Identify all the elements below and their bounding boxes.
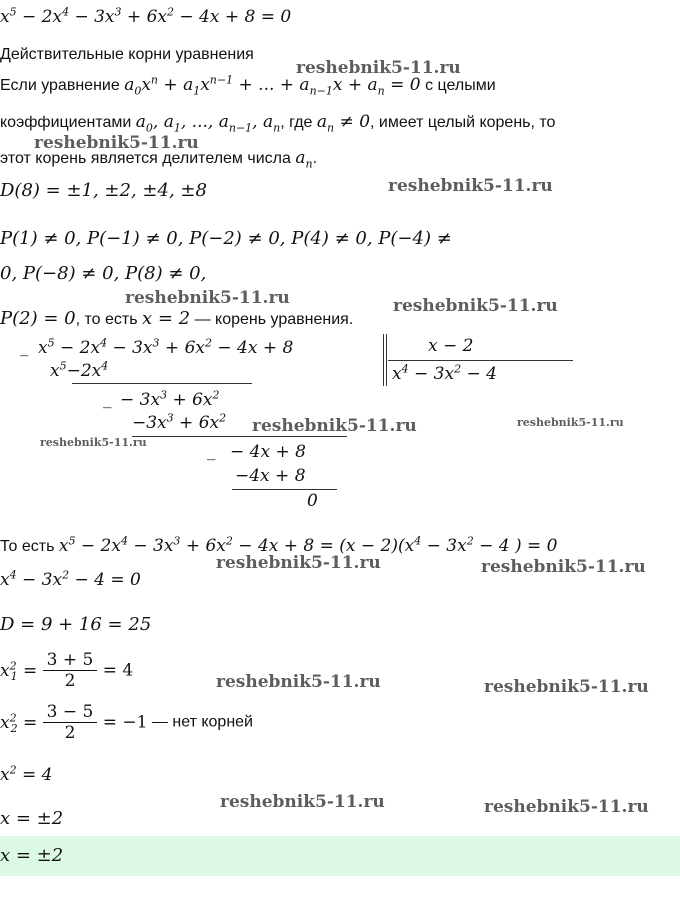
watermark: reshebnik5-11.ru — [296, 58, 461, 78]
rule-divisor-text: этот корень является делителем числа — [0, 150, 291, 167]
watermark: reshebnik5-11.ru — [517, 416, 624, 429]
root2-denominator: 2 — [64, 723, 76, 743]
factor-text: То есть — [0, 538, 55, 555]
rule-if-text: Если уравнение — [0, 77, 120, 94]
factor-expression: $x^5 - 2x^4 - 3x^3 + 6x^2 - 4x + 8 = (x - 2)(x^4 - 3x^2 - 4$ ) = 0 — [58, 534, 558, 556]
division-line-1 — [72, 383, 252, 384]
division-step-2: − $3x^3 + 6x^2$ — [120, 388, 220, 410]
coefficients-list: $a_0$, $a_1$, ..., $a_{n-1}$, $a_n$ — [135, 112, 281, 135]
checks-line-2: 0, P(−8) ≠ 0, P(8) ≠ 0, — [0, 263, 207, 284]
division-minus-3: _ — [207, 441, 216, 461]
checks-line-1: P(1) ≠ 0, P(−1) ≠ 0, P(−2) ≠ 0, P(4) ≠ 0, P(−4) ≠ — [0, 228, 452, 249]
watermark: reshebnik5-11.ru — [252, 416, 417, 436]
division-dividend: $x^5 - 2x^4 - 3x^3 + 6x^2 - 4x + 8$ — [38, 336, 294, 358]
root-expression: P(2) = 0 — [0, 308, 76, 329]
division-divisor: x − 2 — [428, 336, 474, 356]
division-step-1: $x^5-2x^4$ — [50, 359, 109, 381]
root2-line: $x^2_2$ = $\frac{3 - 5}{2}$ = −1 — нет корней — [0, 702, 253, 743]
rule-has-root-text: , имеет целый корень, то — [370, 114, 556, 131]
division-quotient: $x^4 - 3x^2 - 4$ — [392, 362, 497, 384]
coefficient-condition: $a_n \ne 0$ — [316, 112, 371, 135]
division-bar-vertical-2 — [386, 334, 387, 386]
root-text-2: — корень уравнения. — [190, 311, 354, 328]
watermark: reshebnik5-11.ru — [216, 553, 381, 573]
watermark: reshebnik5-11.ru — [220, 792, 385, 812]
watermark: reshebnik5-11.ru — [484, 797, 649, 817]
coefficient-an: $a_n$ — [295, 148, 313, 171]
root2-numerator: 3 − 5 — [43, 702, 98, 723]
root-text-1: , то есть — [75, 311, 138, 328]
x-squared-line: $x^2 = 4$ — [0, 763, 53, 785]
discriminant-line: D = 9 + 16 = 25 — [0, 614, 152, 635]
division-step-4: − 4x + 8 — [230, 442, 306, 462]
divisors-line: D(8) = ±1, ±2, ±4, ±8 — [0, 180, 207, 201]
watermark: reshebnik5-11.ru — [34, 133, 199, 153]
root-value: x = 2 — [142, 308, 191, 329]
rule-with-integer-text: с целыми — [425, 77, 496, 94]
division-remainder: 0 — [307, 491, 318, 511]
watermark: reshebnik5-11.ru — [388, 176, 553, 196]
equation-line: $x^5 - 2x^4 - 3x^3 + 6x^2 - 4x + 8 = 0$ — [0, 5, 292, 27]
polynomial-general: $a_0x^n + a_1x^{n-1}$ + ... + $a_{n-1}x + a_n = 0$ — [124, 73, 421, 98]
rule-where-text: , где — [280, 114, 313, 131]
watermark: reshebnik5-11.ru — [484, 677, 649, 697]
watermark: reshebnik5-11.ru — [216, 672, 381, 692]
division-line-2 — [132, 436, 347, 437]
root1-denominator: 2 — [64, 671, 76, 691]
root1-line: $x^2_1$ = $\frac{3 + 5}{2}$ = 4 — [0, 650, 134, 691]
rule-coefficients-text: коэффициентами — [0, 114, 132, 131]
root2-fraction — [43, 702, 98, 743]
rule-line-2 — [0, 111, 555, 134]
root2-note: — нет корней — [147, 713, 253, 731]
biquadratic-equation: $x^4 - 3x^2 - 4 = 0$ — [0, 568, 141, 590]
root1-result: = 4 — [102, 660, 134, 681]
answer-box — [0, 836, 680, 876]
watermark: reshebnik5-11.ru — [393, 296, 558, 316]
answer-text: x = ±2 — [0, 845, 64, 866]
watermark: reshebnik5-11.ru — [125, 288, 290, 308]
division-divisor-underline — [388, 360, 573, 361]
watermark: reshebnik5-11.ru — [40, 436, 147, 449]
division-line-3 — [232, 489, 337, 490]
watermark: reshebnik5-11.ru — [481, 557, 646, 577]
root-found-line — [0, 308, 353, 331]
division-minus-2: _ — [103, 389, 112, 409]
root1-numerator: 3 + 5 — [43, 650, 98, 671]
division-step-3: $-3x^3 + 6x^2$ — [132, 411, 227, 433]
root2-result: = −1 — [102, 712, 148, 733]
division-minus-1: _ — [20, 337, 29, 357]
x-result-line: x = ±2 — [0, 808, 64, 829]
heading-real-roots: Действительные корни уравнения — [0, 46, 254, 63]
root1-fraction — [43, 650, 98, 691]
division-bar-vertical — [383, 334, 384, 386]
division-step-5: −4x + 8 — [235, 466, 306, 486]
rule-line-3: этот корень является делителем числа $a_n$. — [0, 148, 318, 171]
